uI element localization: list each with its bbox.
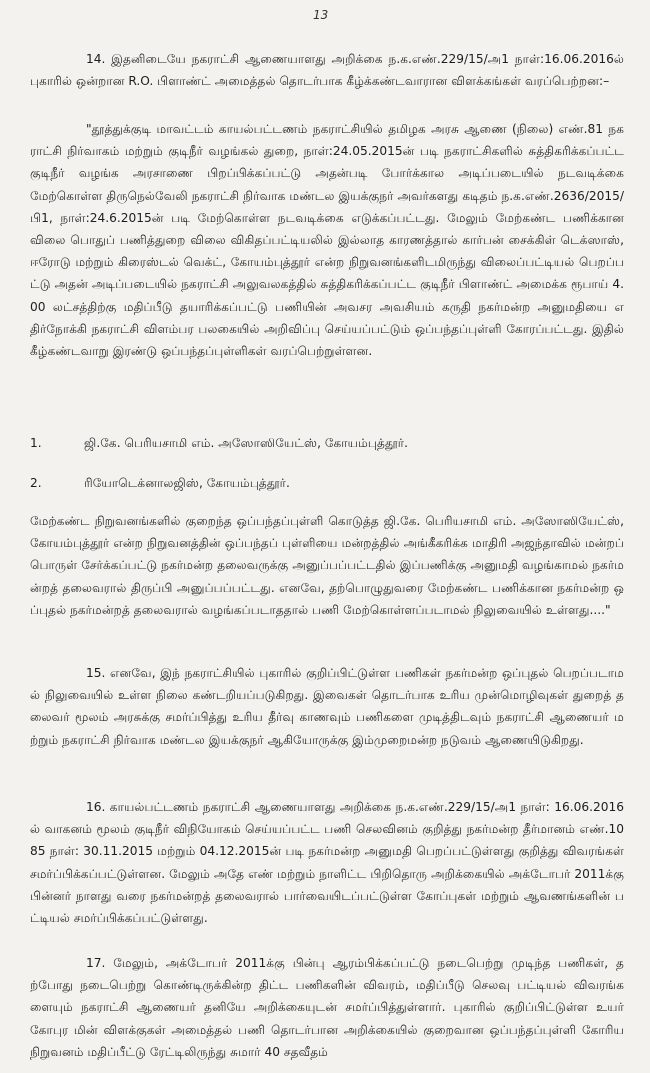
list-item-number: 2. (30, 476, 42, 490)
quote-part-1: "தூத்துக்குடி மாவட்டம் காயல்பட்டணம் நகராட்சியில் தமிழக அரசு ஆணை (நிலை) எண்.81 நகராட்சி நிர்வாகம் மற்றும் குடிநீர் வழங்கல் துறை, நாள்:24.05.2015ன் படி நகராட்சிகளில் சுத்திகரிக்கப்பட்ட குடிநீர் வழங்க அரசாணை பிறப்பிக்கப்பட்டு அதன்படி போர்க்கால அடிப்படையில் நடவடிக்கை மேற்கொள்ள திருநெல்வேலி நகராட்சி நிர்வாக மண்டல இயக்குநர் அவர்களது கடிதம் ந.க.எண்.2636/2015/பி1, நாள்:24.6.2015ன் படி மேற்கொள்ள நடவடிக்கை எடுக்கப்பட்டது. மேலும் மேற்கண்ட பணிக்கான விலை பொதுப் பணித்துறை விலை விகிதப்பட்டியலில் இல்லாத காரணத்தால் கார்பன் சைக்கிள் டெக்ஸாஸ், ஈரோடு மற்றும் கிரைஸ்டல் வெக்ட், கோயம்புத்தூர் என்ற நிறுவனங்களிடமிருந்து விலைப்பட்டியல் பெறப்பட்டு அதன் அடிப்படையில் நகராட்சி அலுவலகத்தில் சுத்திகரிக்கப்பட்ட குடிநீர் பிளாண்ட் அமைக்க ரூபாய் 4.00 லட்சத்திற்கு மதிப்பீடு தயாரிக்கப்பட்டு பணியின் அவசர அவசியம் கருதி நகர்மன்ற அனுமதியை எதிர்நோக்கி நகராட்சி விளம்பர பலகையில் அறிவிப்பு செய்யப்பட்டும் ஒப்பந்தப்புள்ளி கோரப்பட்டது. இதில் கீழ்கண்டவாறு இரண்டு ஒப்பந்தப்புள்ளிகள் வரப்பெற்றுள்ளன. (30, 122, 624, 359)
list-item (30, 432, 624, 454)
list-item-text: ரியோடெக்னாலஜிஸ், கோயம்புத்தூர். (84, 476, 290, 490)
paragraph-16: 16. காயல்பட்டணம் நகராட்சி ஆணையாளது அறிக்கை ந.க.எண்.229/15/அ1 நாள்: 16.06.2016ல் வாகனம் மூலம் குடிநீர் விநியோகம் செய்யப்பட்ட பணி செலவினம் குறித்து நகர்மன்ற தீர்மானம் எண்.1085 நாள்: 30.11.2015 மற்றும் 04.12.2015ன் படி நகர்மன்ற அனுமதி பெறப்பட்டுள்ளது குறித்து விவரங்கள் சமர்ப்பிக்கப்பட்டுள்ளன. மேலும் அதே எண் மற்றும் நாளிட்ட பிறிதொரு அறிக்கையில் அக்டோபர் 2011க்கு பின்னர் நாளது வரை நகர்மன்றத் தலைவரால் பார்வையிடப்பட்டுள்ள கோப்புகள் மற்றும் ஆவணங்களின் பட்டியல் சமர்ப்பிக்கப்பட்டுள்ளது. (30, 800, 624, 926)
paragraph-14-intro: 14. இதனிடையே நகராட்சி ஆணையாளது அறிக்கை ந.க.எண்.229/15/அ1 நாள்:16.06.2016ல் புகாரில் ஒன்றான R.O. பிளாண்ட் அமைத்தல் தொடர்பாக கீழ்க்கண்டவாரான விளக்கங்கள் வரப்பெற்றன:– (30, 52, 624, 89)
quote-part-2: மேற்கண்ட நிறுவனங்களில் குறைந்த ஒப்பந்தப்புள்ளி கொடுத்த ஜி.கே. பெரியசாமி எம். அஸோஸியேட்ஸ், கோயம்புத்தூர் என்ற நிறுவனத்தின் ஒப்பந்தப் புள்ளியை மன்றத்தில் அங்கீகரிக்க மாதிரி அஜந்தாவில் மன்றப் பொருள் சேர்க்கப்பட்டு நகர்மன்ற தலைவருக்கு அனுப்பப்பட்டதில் இப்பணிக்கு அனுமதி வழங்காமல் நகர்மன்றத் தலைவரால் திருப்பி அனுப்பப்பட்டது. எனவே, தற்பொழுதுவரை மேற்கண்ட பணிக்கான நகர்மன்ற ஒப்புதல் நகர்மன்றத் தலைவரால் வழங்கப்படாததால் பணி மேற்கொள்ளப்படாமல் நிலுவையில் உள்ளது...." (30, 514, 624, 617)
list-item-number: 1. (30, 436, 42, 450)
paragraph-15: 15. எனவே, இந் நகராட்சியில் புகாரில் குறிப்பிட்டுள்ள பணிகள் நகர்மன்ற ஒப்புதல் பெறப்படாமல் நிலுவையில் உள்ள நிலை கண்டறியப்படுகிறது. இவைகள் தொடர்பாக உரிய முன்மொழிவுகள் துறைத் தலைவர் மூலம் அரசுக்கு சமர்ப்பித்து உரிய தீர்வு காணவும் பணிகளை முடித்திடவும் நகராட்சி ஆணையர் மற்றும் நகராட்சி நிர்வாக மண்டல இயக்குநர் ஆகியோருக்கு இம்முறைமன்ற நடுவம் ஆணையிடுகிறது. (30, 666, 624, 747)
list-item (30, 472, 624, 494)
list-item-text: ஜி.கே. பெரியசாமி எம். அஸோஸியேட்ஸ், கோயம்புத்தூர். (84, 436, 409, 450)
paragraph-17: 17. மேலும், அக்டோபர் 2011க்கு பின்பு ஆரம்பிக்கப்பட்டு நடைபெற்று முடிந்த பணிகள், தற்போது நடைபெற்று கொண்டிருக்கின்ற திட்ட பணிகளின் விவரம், மதிப்பீடு செலவு பட்டியல் விவரங்களையும் நகராட்சி ஆணையர் தனியே அறிக்கையுடன் சமர்ப்பித்துள்ளார். புகாரில் குறிப்பிட்டுள்ள உயர் கோபுர மின் விளக்குகள் அமைத்தல் பணி தொடர்பான அறிக்கையில் குறைவான ஒப்பந்தப்புள்ளி கோரிய நிறுவனம் மதிப்பீட்டு ரேட்டிலிருந்து சுமார் 40 சதவீதம் (30, 956, 624, 1059)
page-number: 13 (313, 8, 329, 22)
